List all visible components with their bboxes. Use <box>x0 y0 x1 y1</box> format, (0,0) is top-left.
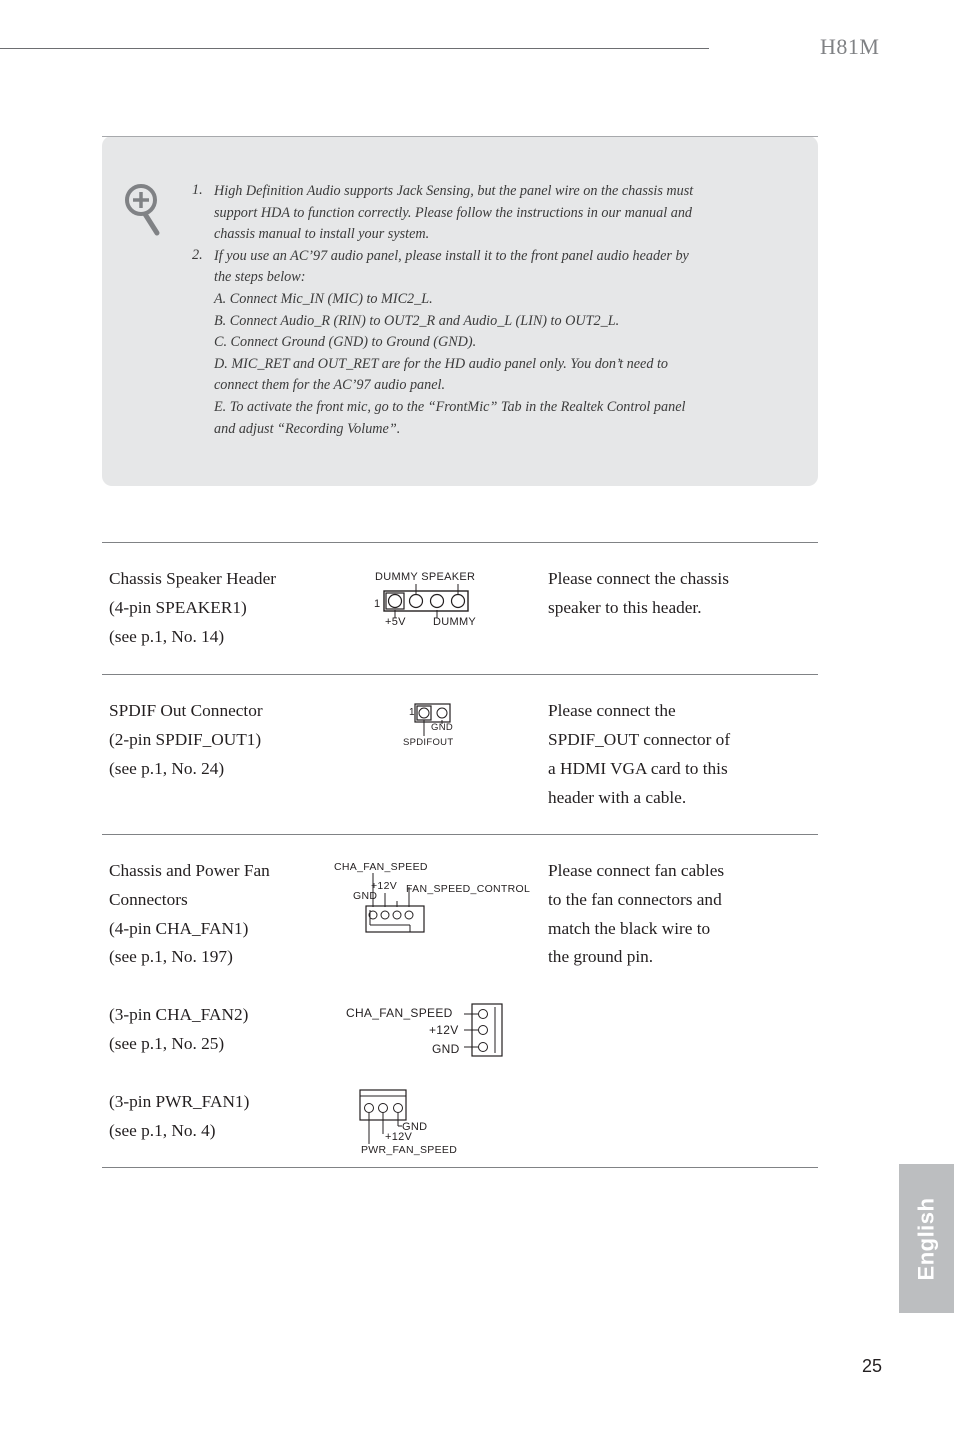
pwr-fan1-label-speed: PWR_FAN_SPEED <box>361 1144 458 1156</box>
cha-fan2-label-12v: +12V <box>429 1023 459 1037</box>
speaker-name: (4-pin SPEAKER1) <box>109 598 247 617</box>
fan-name: (see p.1, No. 197) <box>109 947 233 966</box>
spdif-diagram-spdifout: SPDIFOUT <box>403 737 454 748</box>
magnifier-note-icon <box>124 183 164 237</box>
fan-desc: the ground pin. <box>548 947 654 966</box>
speaker-diagram-label-left: +5V <box>385 616 406 628</box>
cha-fan1-connector-shape <box>360 873 430 935</box>
speaker-name: (see p.1, No. 14) <box>109 627 225 646</box>
table-rule <box>102 1167 818 1168</box>
note-line: and adjust “Recording Volume”. <box>214 420 401 437</box>
model-name: H81M <box>820 34 880 59</box>
note-number: 2. <box>192 247 203 263</box>
fan-name: Chassis and Power Fan <box>109 861 270 880</box>
page-number: 25 <box>862 1356 883 1376</box>
note-line: If you use an AC’97 audio panel, please install it to the front panel audio header by <box>214 247 689 264</box>
speaker-desc: Please connect the chassis <box>548 569 729 588</box>
note-line: the steps below: <box>214 269 306 286</box>
spdif-name: SPDIF Out Connector <box>109 701 263 720</box>
cha-fan2-name: (3-pin CHA_FAN2) <box>109 1005 249 1024</box>
cha-fan1-label-speed: CHA_FAN_SPEED <box>334 861 428 873</box>
fan-desc: match the black wire to <box>548 919 711 938</box>
spdif-name: (2-pin SPDIF_OUT1) <box>109 730 262 749</box>
note-line: connect them for the AC’97 audio panel. <box>214 377 446 394</box>
spdif-desc: header with a cable. <box>548 788 687 807</box>
fan-desc: Please connect fan cables <box>548 861 725 880</box>
cha-fan2-label-speed: CHA_FAN_SPEED <box>346 1006 453 1020</box>
pwr-fan1-name: (3-pin PWR_FAN1) <box>109 1092 250 1111</box>
note-line: C. Connect Ground (GND) to Ground (GND). <box>214 334 477 351</box>
note-line: A. Connect Mic_IN (MIC) to MIC2_L. <box>214 291 433 307</box>
spdif-desc: a HDMI VGA card to this <box>548 759 728 778</box>
cha-fan2-label-gnd: GND <box>432 1042 460 1056</box>
cha-fan1-label-control: FAN_SPEED_CONTROL <box>406 883 531 895</box>
cha-fan2-name: (see p.1, No. 25) <box>109 1034 225 1053</box>
note-line: D. MIC_RET and OUT_RET are for the HD audio panel only. You don’t need to <box>214 355 668 372</box>
fan-name: Connectors <box>109 890 188 909</box>
speaker-name: Chassis Speaker Header <box>109 569 276 588</box>
pwr-fan1-label-12v: +12V <box>385 1131 413 1143</box>
spdif-desc: SPDIF_OUT connector of <box>548 730 731 749</box>
cha-fan2-connector-shape <box>464 1003 506 1057</box>
speaker-diagram-label-top: DUMMY SPEAKER <box>375 571 476 583</box>
table-rule <box>102 834 818 835</box>
language-tab-label-wrap <box>899 1164 954 1313</box>
speaker-desc: speaker to this header. <box>548 598 702 617</box>
speaker-connector-shape <box>382 584 470 618</box>
spdif-diagram-pin1: 1 <box>409 707 415 718</box>
spdif-diagram-gnd: GND <box>431 722 454 733</box>
spdif-connector-shape <box>414 702 454 740</box>
pwr-fan1-name: (see p.1, No. 4) <box>109 1121 216 1140</box>
spdif-desc: Please connect the <box>548 701 676 720</box>
note-line: E. To activate the front mic, go to the “FrontMic” Tab in the Realtek Control panel <box>214 399 686 415</box>
language-tab-label: English <box>913 1197 939 1280</box>
speaker-diagram-label-right: DUMMY <box>433 616 477 628</box>
note-box-top-rule <box>102 136 818 137</box>
spdif-name: (see p.1, No. 24) <box>109 759 225 778</box>
pwr-fan1-connector-shape <box>358 1088 413 1146</box>
cha-fan1-label-12v: +12V <box>371 880 398 892</box>
note-line: High Definition Audio supports Jack Sensing, but the panel wire on the chassis must <box>214 183 694 199</box>
note-number: 1. <box>192 182 203 198</box>
note-line: B. Connect Audio_R (RIN) to OUT2_R and Audio_L (LIN) to OUT2_L. <box>214 312 620 329</box>
speaker-diagram-pin1: 1 <box>374 598 381 610</box>
note-line: chassis manual to install your system. <box>214 226 430 243</box>
note-line: support HDA to function correctly. Please follow the instructions in our manual and <box>214 204 693 221</box>
fan-desc: to the fan connectors and <box>548 890 722 909</box>
fan-name: (4-pin CHA_FAN1) <box>109 919 249 938</box>
cha-fan1-label-gnd: GND <box>353 890 378 902</box>
table-rule <box>102 674 818 675</box>
pwr-fan1-label-gnd: GND <box>402 1121 428 1133</box>
table-rule <box>102 542 818 543</box>
header-rule <box>0 48 709 49</box>
